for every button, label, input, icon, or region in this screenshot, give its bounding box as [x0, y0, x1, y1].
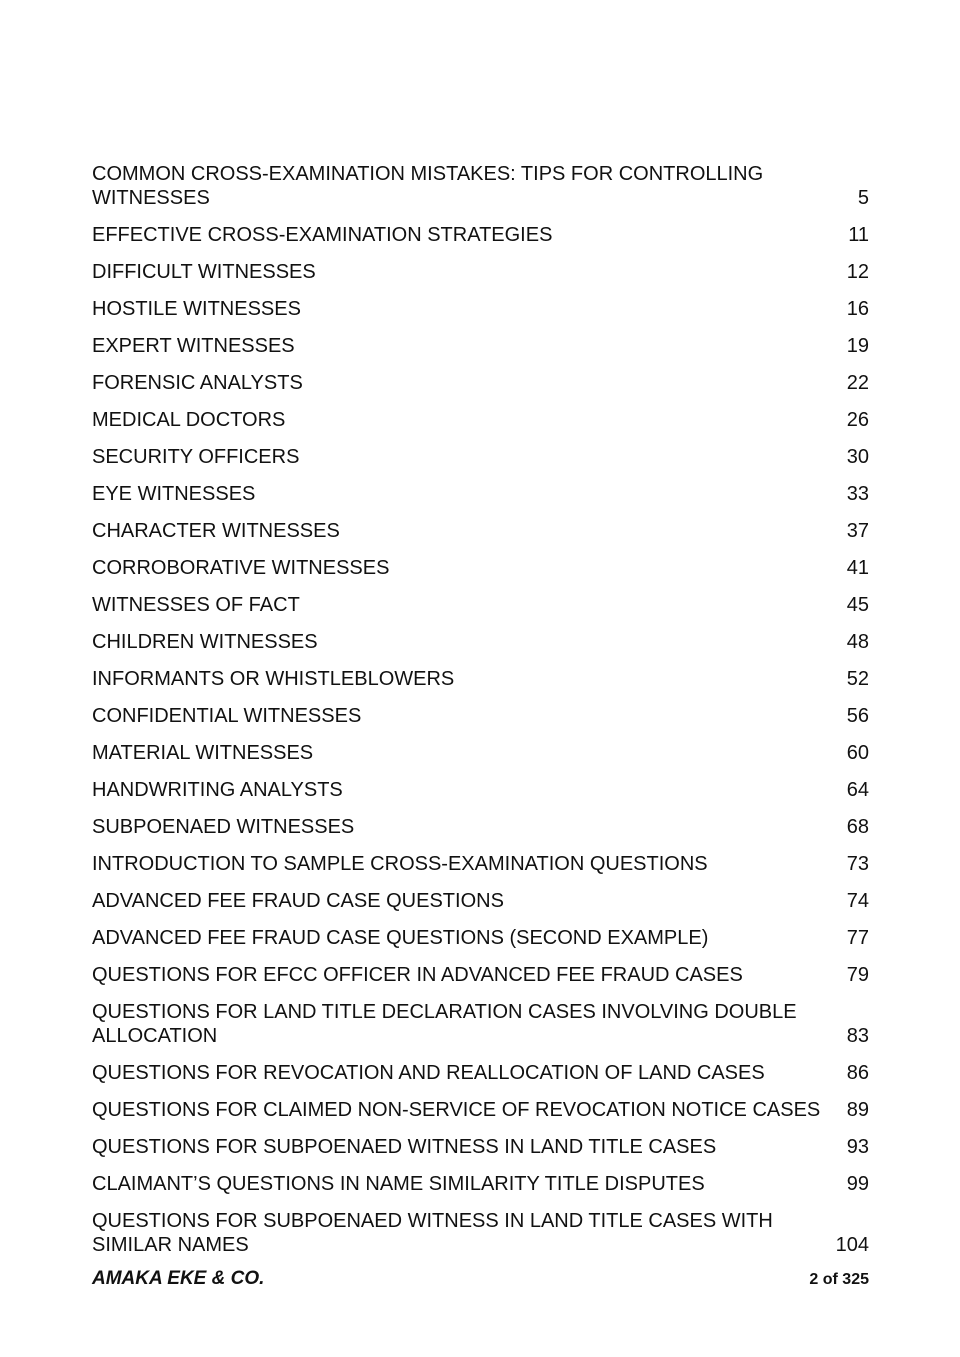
toc-entry[interactable] — [92, 223, 869, 247]
toc-entry-page: 86 — [846, 1062, 869, 1084]
toc-entry-title: HOSTILE WITNESSES — [92, 298, 301, 320]
toc-entry[interactable] — [92, 963, 869, 987]
toc-entry-title: MEDICAL DOCTORS — [92, 409, 286, 431]
toc-entry-page: 79 — [846, 964, 869, 986]
toc-entry[interactable] — [92, 371, 869, 395]
toc-entry-title: QUESTIONS FOR CLAIMED NON-SERVICE OF REVOCATION NOTICE CASES — [92, 1099, 821, 1121]
toc-entry[interactable] — [92, 926, 869, 950]
toc-entry-page: 5 — [857, 187, 869, 209]
toc-entry-title: INFORMANTS OR WHISTLEBLOWERS — [92, 668, 455, 690]
toc-entry[interactable] — [92, 889, 869, 913]
toc-entry-page: 83 — [846, 1025, 869, 1047]
toc-entry-page: 99 — [846, 1173, 869, 1195]
toc-entry[interactable] — [92, 556, 869, 580]
toc-entry-page: 33 — [846, 483, 869, 505]
toc-entry-page: 16 — [846, 298, 869, 320]
toc-entry-page: 41 — [846, 557, 869, 579]
toc-entry-title: INTRODUCTION TO SAMPLE CROSS-EXAMINATION QUESTIONS — [92, 853, 708, 875]
toc-entry-title: EXPERT WITNESSES — [92, 335, 295, 357]
footer-firm-name: AMAKA EKE & CO. — [92, 1268, 265, 1289]
toc-entry[interactable] — [92, 334, 869, 358]
toc-entry-title: COMMON CROSS-EXAMINATION MISTAKES: TIPS FOR CONTROLLING WITNESSES — [92, 163, 764, 209]
toc-entry[interactable] — [92, 1000, 869, 1048]
toc-entry-title: CLAIMANT’S QUESTIONS IN NAME SIMILARITY TITLE DISPUTES — [92, 1173, 705, 1195]
toc-entry-page: 45 — [846, 594, 869, 616]
toc-entry[interactable] — [92, 1135, 869, 1159]
toc-entry-page: 74 — [846, 890, 869, 912]
toc-entry-page: 48 — [846, 631, 869, 653]
toc-entry-title: EYE WITNESSES — [92, 483, 256, 505]
toc-entry-page: 26 — [846, 409, 869, 431]
toc-entry[interactable] — [92, 852, 869, 876]
toc-entry-page: 68 — [846, 816, 869, 838]
toc-entry-page: 22 — [846, 372, 869, 394]
toc-entry-title: QUESTIONS FOR SUBPOENAED WITNESS IN LAND TITLE CASES — [92, 1136, 717, 1158]
toc-entry[interactable] — [92, 162, 869, 210]
toc-entry-page: 104 — [835, 1234, 869, 1256]
toc-entry-title: HANDWRITING ANALYSTS — [92, 779, 343, 801]
toc-entry[interactable] — [92, 704, 869, 728]
footer-page-indicator: 2 of 325 — [809, 1271, 869, 1288]
toc-entry-page: 60 — [846, 742, 869, 764]
toc-entry-title: CONFIDENTIAL WITNESSES — [92, 705, 362, 727]
toc-entry[interactable] — [92, 593, 869, 617]
toc-entry-title: CHILDREN WITNESSES — [92, 631, 318, 653]
toc-entry-page: 30 — [846, 446, 869, 468]
toc-entry[interactable] — [92, 1172, 869, 1196]
toc-entry-page: 52 — [846, 668, 869, 690]
toc-entry[interactable] — [92, 297, 869, 321]
toc-entry[interactable] — [92, 1061, 869, 1085]
toc-entry[interactable] — [92, 815, 869, 839]
toc-entry[interactable] — [92, 741, 869, 765]
toc-entry-title: WITNESSES OF FACT — [92, 594, 300, 616]
toc-entry[interactable] — [92, 1209, 869, 1257]
toc-entry-title: QUESTIONS FOR EFCC OFFICER IN ADVANCED FEE FRAUD CASES — [92, 964, 743, 986]
toc-entry-page: 11 — [848, 224, 869, 246]
toc-entry-page: 12 — [846, 261, 869, 283]
toc-entry-title: QUESTIONS FOR REVOCATION AND REALLOCATION OF LAND CASES — [92, 1062, 765, 1084]
toc-entry-title: SUBPOENAED WITNESSES — [92, 816, 355, 838]
toc-entry-page: 89 — [846, 1099, 869, 1121]
toc-entry[interactable] — [92, 667, 869, 691]
toc-entry-title: QUESTIONS FOR LAND TITLE DECLARATION CASES INVOLVING DOUBLE ALLOCATION — [92, 1001, 797, 1047]
toc-entry[interactable] — [92, 778, 869, 802]
toc-entry-title: ADVANCED FEE FRAUD CASE QUESTIONS — [92, 890, 504, 912]
toc-entry-title: ADVANCED FEE FRAUD CASE QUESTIONS (SECOND EXAMPLE) — [92, 927, 709, 949]
toc-entry-title: SECURITY OFFICERS — [92, 446, 300, 468]
table-of-contents — [92, 162, 869, 1270]
toc-entry[interactable] — [92, 519, 869, 543]
toc-entry-title: MATERIAL WITNESSES — [92, 742, 314, 764]
toc-entry-page: 93 — [846, 1136, 869, 1158]
toc-entry-title: CHARACTER WITNESSES — [92, 520, 340, 542]
toc-entry-title: FORENSIC ANALYSTS — [92, 372, 303, 394]
toc-entry[interactable] — [92, 260, 869, 284]
toc-entry[interactable] — [92, 630, 869, 654]
toc-entry-title: DIFFICULT WITNESSES — [92, 261, 316, 283]
toc-entry[interactable] — [92, 482, 869, 506]
toc-entry-title: QUESTIONS FOR SUBPOENAED WITNESS IN LAND TITLE CASES WITH SIMILAR NAMES — [92, 1210, 773, 1256]
toc-entry-title: CORROBORATIVE WITNESSES — [92, 557, 390, 579]
toc-entry-title: EFFECTIVE CROSS-EXAMINATION STRATEGIES — [92, 224, 553, 246]
page-footer — [92, 1268, 869, 1290]
toc-entry-page: 64 — [846, 779, 869, 801]
toc-entry-page: 56 — [846, 705, 869, 727]
toc-entry-page: 37 — [846, 520, 869, 542]
toc-entry-page: 77 — [846, 927, 869, 949]
toc-entry-page: 19 — [846, 335, 869, 357]
toc-entry[interactable] — [92, 445, 869, 469]
toc-entry-page: 73 — [846, 853, 869, 875]
toc-entry[interactable] — [92, 408, 869, 432]
toc-entry[interactable] — [92, 1098, 869, 1122]
